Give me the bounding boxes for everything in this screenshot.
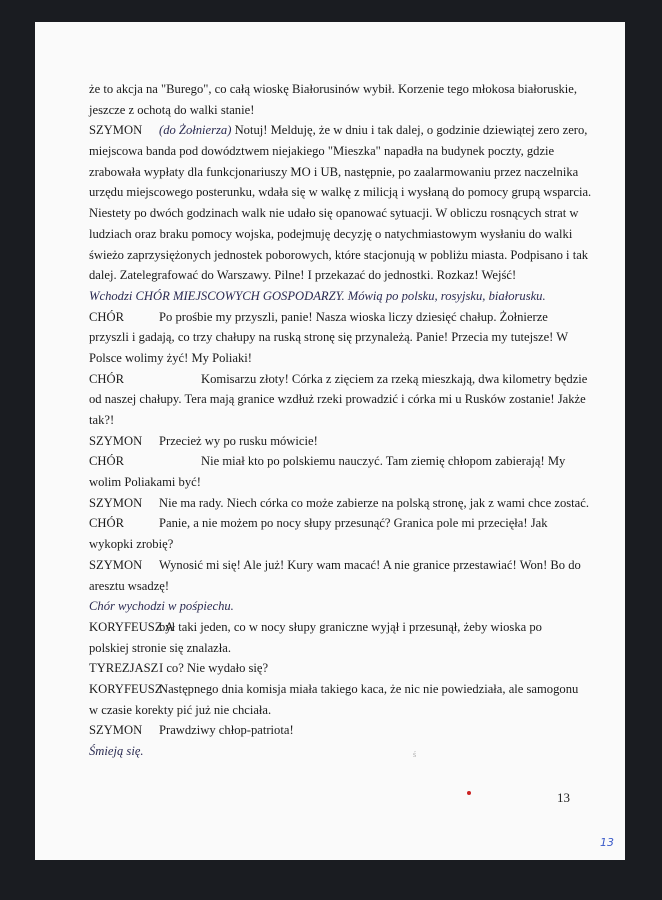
text-line	[89, 700, 573, 721]
line-text: Prawdziwy chłop-patriota!	[159, 723, 294, 738]
speaker-name: CHÓR	[89, 454, 124, 469]
speaker-name: CHÓR	[89, 309, 124, 324]
dialogue-line	[89, 513, 573, 534]
line-text: Po prośbie my przyszli, panie! Nasza wioska liczy dziesięć chałup. Żołnierze	[159, 309, 548, 324]
text-line	[89, 327, 573, 348]
text-line	[89, 472, 573, 493]
text-line	[89, 245, 589, 266]
line-text: przyszli i gadają, co trzy chałupy na ruską stronę się przynależą. Panie! Przecia my tutejsze! W	[89, 330, 569, 345]
line-text: Wynosić mi się! Ale już! Kury wam macać! A nie granice przestawiać! Won! Bo do	[159, 557, 581, 572]
text-line	[89, 638, 573, 659]
text-line	[89, 224, 573, 245]
line-text: ludziach oraz braku pomocy wojska, podejmuję decyzję o natychmiastowym wysłaniu do walki	[89, 226, 573, 241]
page-number: 13	[557, 790, 570, 805]
stage-direction-text: Chór wychodzi w pośpiechu.	[89, 599, 234, 614]
line-text: Nie miał kto po polskiemu nauczyć. Tam ziemię chłopom zabierają! My	[201, 454, 566, 469]
line-text: Niestety po dwóch godzinach walk nie udało się opanować sytuacji. W obliczu rosnących strat w	[89, 206, 579, 221]
dialogue-line	[89, 679, 579, 700]
stage-direction-text: Śmieją się.	[89, 744, 144, 758]
speaker-name: SZYMON	[89, 433, 143, 448]
line-text: urzędu miejscowego posterunku, wdała się w walkę z milicją i wysłaną do pomocy grupą wsparcia.	[89, 185, 592, 200]
line-text: aresztu wsadzę!	[89, 578, 170, 593]
line-text: świeżo zaprzysiężonych jednostek poborowych, które stacjonują w pobliżu miasta. Podpisano i tak	[89, 247, 589, 262]
speaker-name: KORYFEUSZ A	[89, 619, 175, 634]
text-line	[89, 162, 579, 183]
speaker-name: CHÓR	[89, 371, 124, 386]
dialogue-line	[89, 451, 573, 472]
line-text: od naszej chałupy. Tera mają granice wzdłuż rzeki prowadzić i córka mi u Rusków zostanie! Jakże	[89, 392, 586, 407]
stage-direction	[89, 741, 573, 762]
text-line	[89, 576, 573, 597]
script-text	[89, 79, 592, 762]
line-text: że to akcja na "Burego", co całą wioskę Białorusinów wybił. Korzenie tego młokosa białoruskie,	[89, 82, 578, 96]
line-text: Polsce wolimy żyć! My Poliaki!	[89, 350, 252, 365]
red-dot	[467, 791, 471, 795]
speaker-name: TYREZJASZ	[89, 661, 159, 676]
line-text: Nie ma rady. Niech córka co może zabierze na polską stronę, jak z wami chce zostać.	[159, 495, 589, 510]
line-text: dalej. Zatelegrafować do Warszawy. Pilne! I przekazać do jednostki. Rozkaz! Wejść!	[89, 268, 517, 283]
stage-direction-text: Wchodzi CHÓR MIEJSCOWYCH GOSPODARZY. Mówią po polsku, rosyjsku, białorusku.	[89, 288, 546, 303]
text-line	[89, 265, 573, 286]
line-text: polskiej stronie się znalazła.	[89, 640, 231, 655]
line-text: Panie, a nie możem po nocy słupy przesunąć? Granica pole mi przecięła! Jak	[159, 516, 548, 531]
dialogue-line	[89, 658, 573, 679]
dialogue-line	[89, 493, 589, 514]
line-text: Następnego dnia komisja miała takiego kaca, że nic nie powiedziała, ale samogonu	[159, 681, 579, 696]
pencil-mark: ś	[413, 750, 417, 759]
dialogue-line	[89, 120, 588, 141]
dialogue-line	[89, 617, 573, 638]
inline-direction: (do Żołnierza)	[159, 123, 232, 138]
line-text: Komisarzu złoty! Córka z zięciem za rzeką mieszkają, dwa kilometry będzie	[201, 371, 588, 386]
text-line	[89, 348, 573, 369]
text-line	[89, 203, 579, 224]
speaker-name: CHÓR	[89, 516, 124, 531]
text-line	[89, 389, 586, 410]
line-text: wolim Poliakami być!	[89, 475, 201, 490]
text-line	[89, 410, 573, 431]
dialogue-line	[89, 307, 573, 328]
speaker-name: SZYMON	[89, 557, 143, 572]
line-text: Notuj! Melduję, że w dniu i tak dalej, o godzinie dziewiątej zero zero,	[231, 123, 588, 138]
speaker-name: KORYFEUSZ	[89, 681, 163, 696]
text-line	[89, 182, 592, 203]
line-text: I co? Nie wydało się?	[159, 661, 269, 676]
dialogue-line	[89, 431, 573, 452]
line-text: Przecież wy po rusku mówicie!	[159, 433, 318, 448]
speaker-name: SZYMON	[89, 723, 143, 738]
line-text: był taki jeden, co w nocy słupy graniczne wyjął i przesunął, żeby wioska po	[159, 619, 542, 634]
dialogue-line	[89, 369, 588, 390]
speaker-name: SZYMON	[89, 495, 143, 510]
text-line	[89, 79, 578, 100]
line-text: miejscowa banda pod dowództwem niejakiego "Mieszka" napadła na budynek poczty, gdzie	[89, 144, 555, 159]
stage-direction	[89, 286, 573, 307]
line-text: zrabowała wypłaty dla funkcjonariuszy MO i UB, następnie, po zaalarmowaniu przez naczelnika	[89, 164, 579, 179]
document-page	[35, 22, 625, 860]
text-line	[89, 100, 573, 121]
text-line	[89, 141, 573, 162]
stage-direction	[89, 596, 573, 617]
dialogue-line	[89, 720, 573, 741]
line-text: tak?!	[89, 413, 115, 427]
text-line	[89, 534, 573, 555]
handwritten-page-number: 13	[600, 836, 614, 849]
line-text: wykopki zrobię?	[89, 537, 174, 552]
line-text: w czasie korekty pić już nie chciała.	[89, 702, 272, 717]
line-text: jeszcze z ochotą do walki stanie!	[89, 102, 255, 117]
speaker-name: SZYMON	[89, 123, 143, 138]
dialogue-line	[89, 555, 581, 576]
